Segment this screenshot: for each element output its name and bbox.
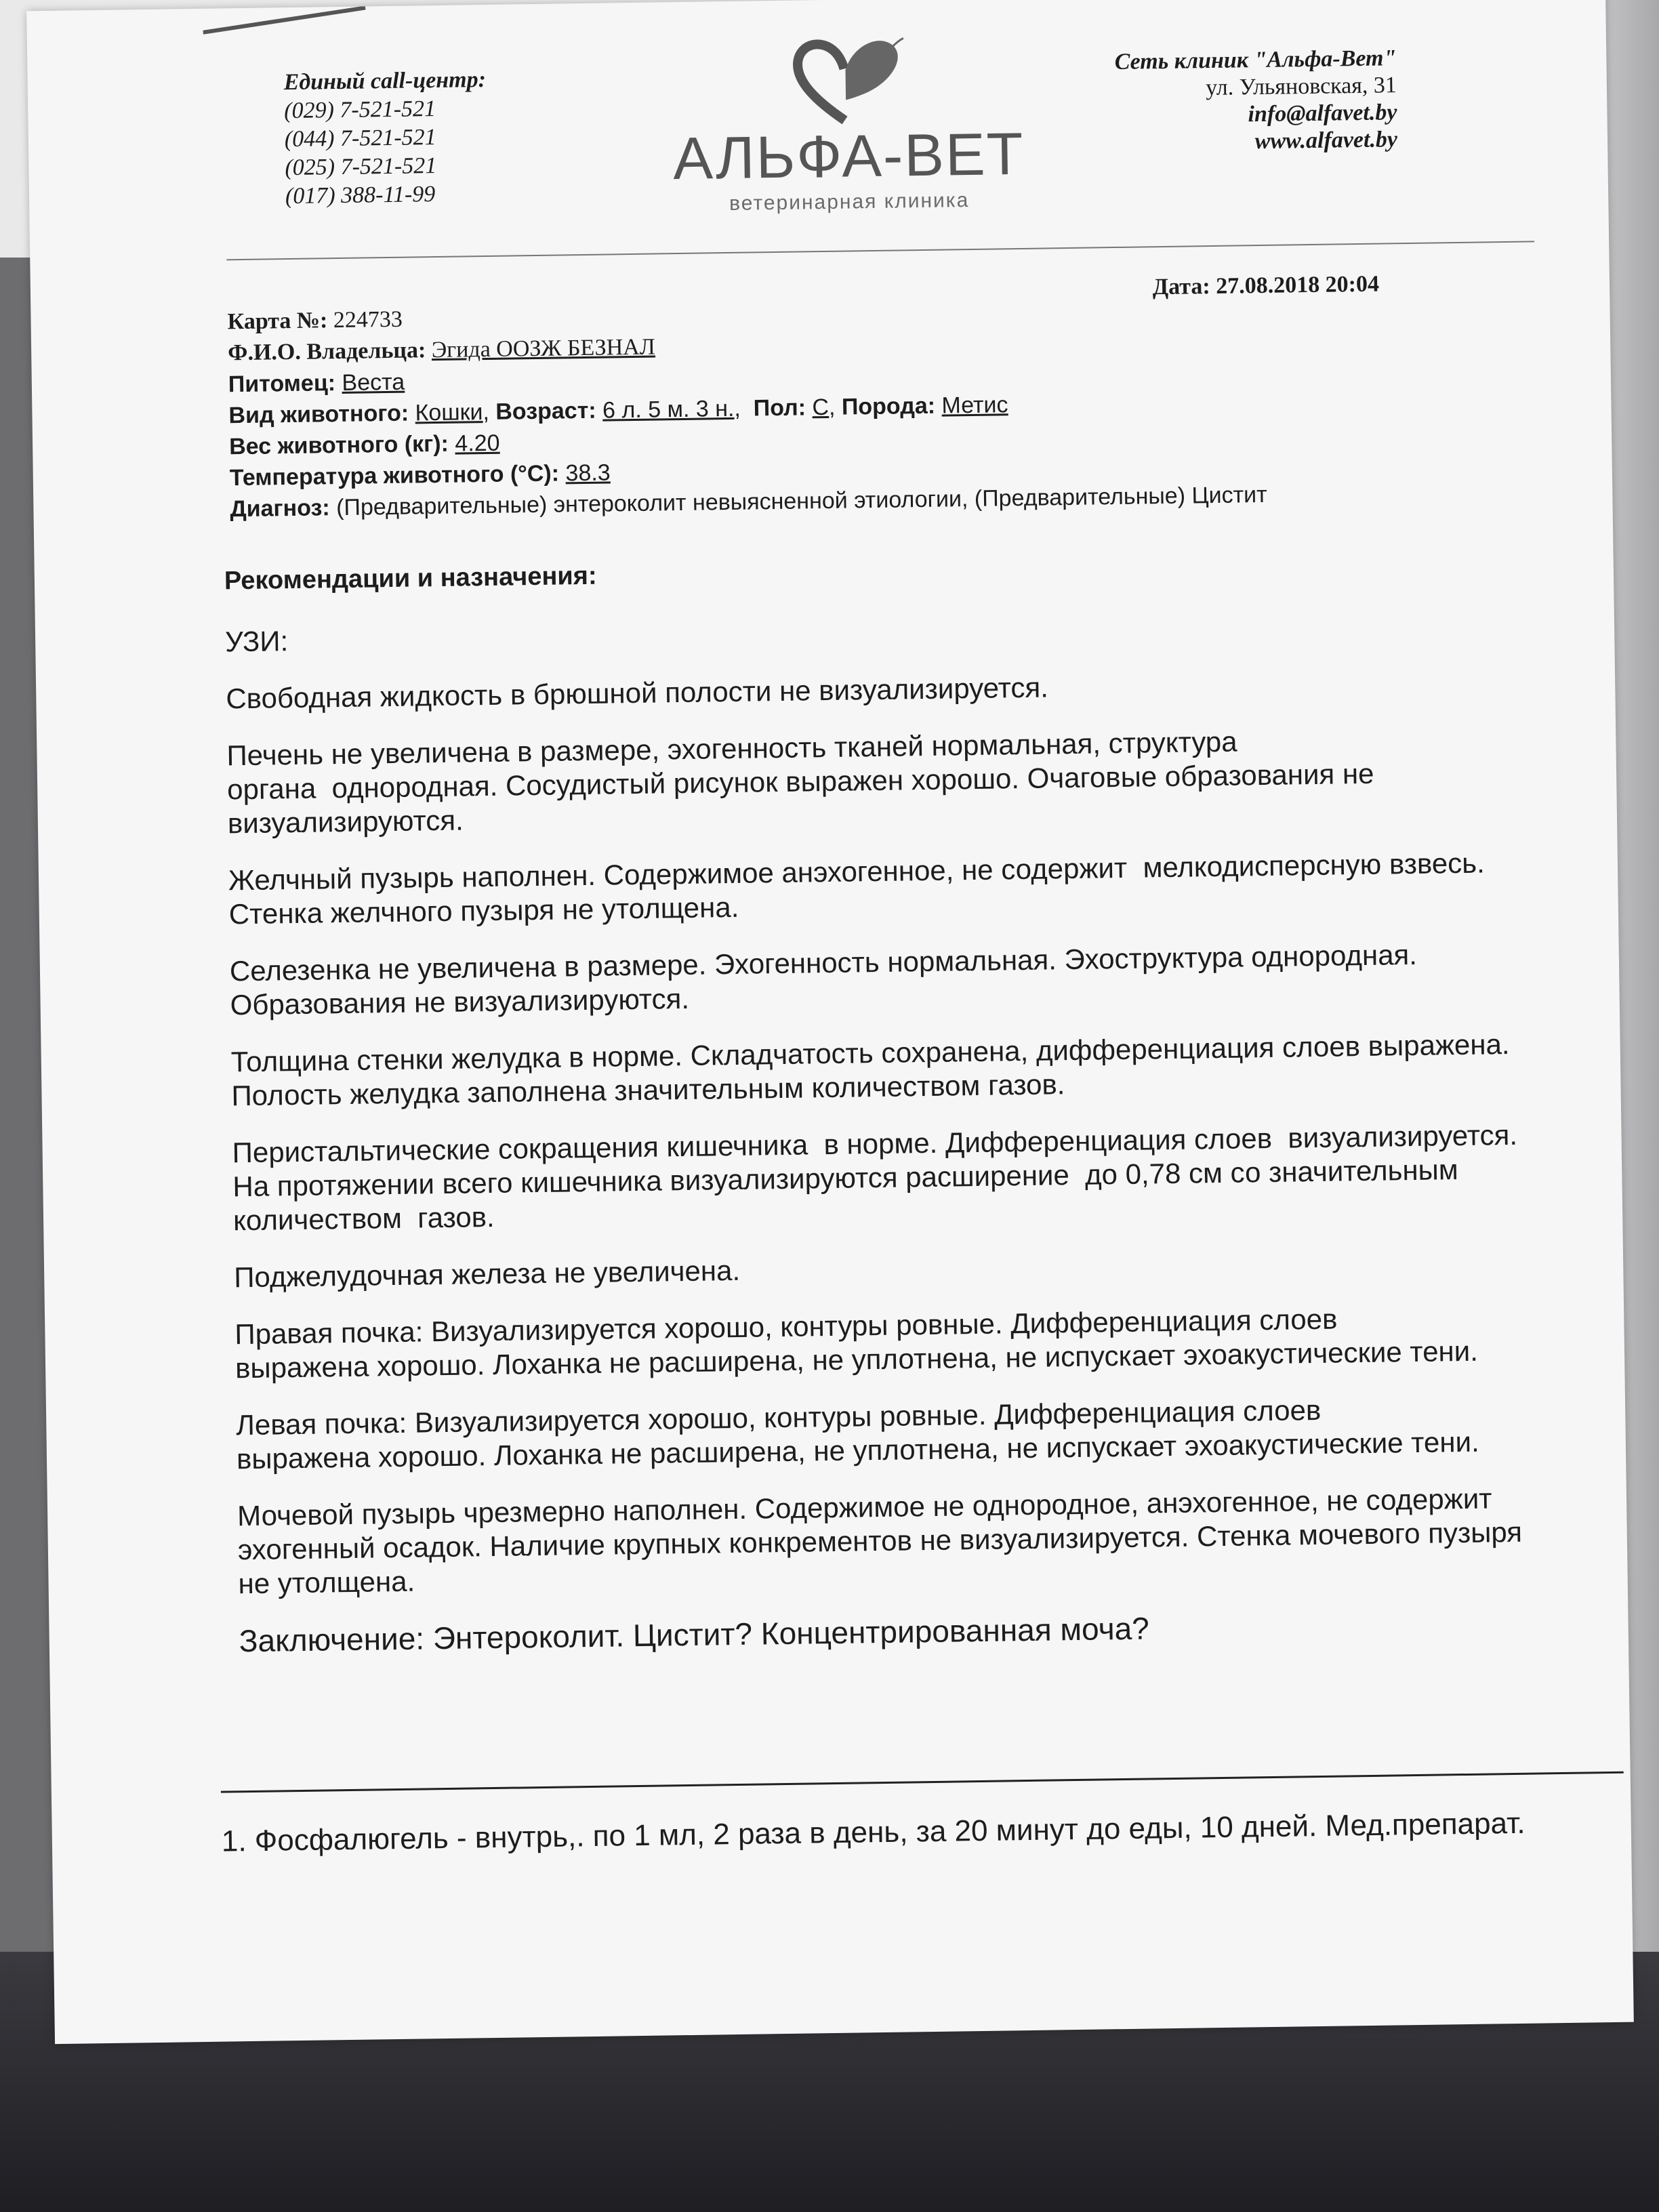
owner-label: Ф.И.О. Владельца:	[227, 337, 426, 366]
clinic-address: ул. Ульяновская, 31	[1205, 73, 1397, 101]
card-label: Карта №:	[227, 308, 328, 335]
logo-subtitle: ветеринарная клиника	[729, 189, 970, 215]
clinic-website: www.alfavet.by	[1254, 127, 1398, 155]
age-value: 6 л. 5 м. 3 н.	[602, 395, 735, 424]
breed-value: Метис	[941, 392, 1008, 419]
recommendations-title: Рекомендации и назначения:	[224, 561, 597, 596]
prescription-item: 1. Фосфалюгель - внутрь,. по 1 мл, 2 раза в день, за 20 минут до еды, 10 дней. Мед.препарат.	[221, 1806, 1525, 1858]
pet-label: Питомец:	[228, 370, 336, 398]
callcenter-title: Единый call-центр:	[283, 66, 487, 96]
phone-line: (017) 388-11-99	[285, 182, 436, 209]
report-paragraph: Селезенка не увеличена в размере. Эхогенность нормальная. Эхоструктура однородная. Образования не визуализируются.	[229, 938, 1418, 1021]
uzi-heading: УЗИ:	[224, 625, 289, 658]
report-paragraph: Левая почка: Визуализируется хорошо, контуры ровные. Дифференциация слоев выражена хорошо. Лоханка не расширена, не уплотнена, не испускает эхоакустические тени.	[236, 1393, 1479, 1475]
callcenter-block	[283, 66, 487, 211]
card-number: 224733	[333, 306, 403, 333]
network-name: Сеть клиник "Альфа-Вет"	[1114, 45, 1397, 75]
report-paragraph: Мочевой пузырь чрезмерно наполнен. Содержимое не однородное, анэхогенное, не содержит эхогенный осадок. Наличие крупных конкрементов не визуализируется. Стенка мочевого пузыря не утолщена.	[237, 1482, 1523, 1600]
phone-line: (029) 7-521-521	[284, 96, 436, 124]
report-paragraph: Толщина стенки желудка в норме. Складчатость сохранена, дифференциация слоев выражена. Полость желудка заполнена значительным количеством газов.	[230, 1028, 1510, 1112]
temp-value: 38.3	[565, 459, 611, 487]
breed-label: Порода:	[841, 392, 936, 420]
temp-label: Температура животного (°С):	[229, 460, 560, 491]
age-label: Возраст:	[495, 397, 596, 425]
clinic-contacts	[1114, 45, 1397, 157]
report-paragraph: Перистальтические сокращения кишечника в норме. Дифференциация слоев визуализируется. На протяжении всего кишечника визуализируются расширение до 0,78 см со значительным количеством газов.	[232, 1118, 1518, 1237]
phone-line: (025) 7-521-521	[285, 152, 437, 181]
diagnosis-label: Диагноз:	[230, 495, 330, 523]
logo-wordmark: АЛЬФА-ВЕТ	[672, 119, 1025, 192]
report-paragraph: Печень не увеличена в размере, эхогенность тканей нормальная, структура органа однородная. Сосудистый рисунок выражен хорошо. Очаговые образования не визуализируются.	[226, 725, 1374, 840]
sex-label: Пол:	[753, 394, 806, 422]
report-paragraph: Правая почка: Визуализируется хорошо, контуры ровные. Дифференциация слоев выражена хорошо. Лоханка не расширена, не уплотнена, не испускает эхоакустические тени.	[234, 1303, 1479, 1385]
owner-value: Эгида ООЗЖ БЕЗНАЛ	[431, 334, 656, 363]
visit-date: Дата: 27.08.2018 20:04	[1152, 271, 1380, 300]
pen-mark	[203, 6, 380, 36]
species-label: Вид животного:	[228, 400, 409, 429]
header-divider	[226, 241, 1534, 260]
species-row: Вид животного: Кошки, Возраст: 6 л. 5 м. 3 н., Пол: С, Порода: Метис	[228, 392, 1008, 429]
heart-butterfly-icon	[790, 33, 906, 129]
species-value: Кошки	[415, 399, 483, 426]
report-paragraph: Желчный пузырь наполнен. Содержимое анэхогенное, не содержит мелкодисперсную взвесь. Стенка желчного пузыря не утолщена.	[228, 846, 1486, 930]
weight-value: 4.20	[455, 430, 500, 457]
report-paragraph: Свободная жидкость в брюшной полости не визуализируется.	[226, 671, 1049, 715]
patient-info	[227, 292, 1267, 525]
conclusion: Заключение: Энтероколит. Цистит? Концентрированная моча?	[239, 1610, 1150, 1659]
weight-label: Вес животного (кг):	[228, 430, 449, 460]
report-paragraph: Поджелудочная железа не увеличена.	[233, 1254, 741, 1294]
ultrasound-report	[224, 544, 1659, 1681]
pet-value: Веста	[342, 369, 405, 396]
phone-line: (044) 7-521-521	[284, 124, 436, 152]
sex-value: С	[812, 394, 830, 421]
diagnosis-value: (Предварительные) энтероколит невыясненной этиологии, (Предварительные) Цистит	[335, 481, 1267, 521]
clinic-email: info@alfavet.by	[1248, 100, 1397, 127]
section-divider	[221, 1771, 1624, 1793]
document-page	[26, 0, 1634, 2044]
clinic-logo	[630, 30, 1067, 220]
